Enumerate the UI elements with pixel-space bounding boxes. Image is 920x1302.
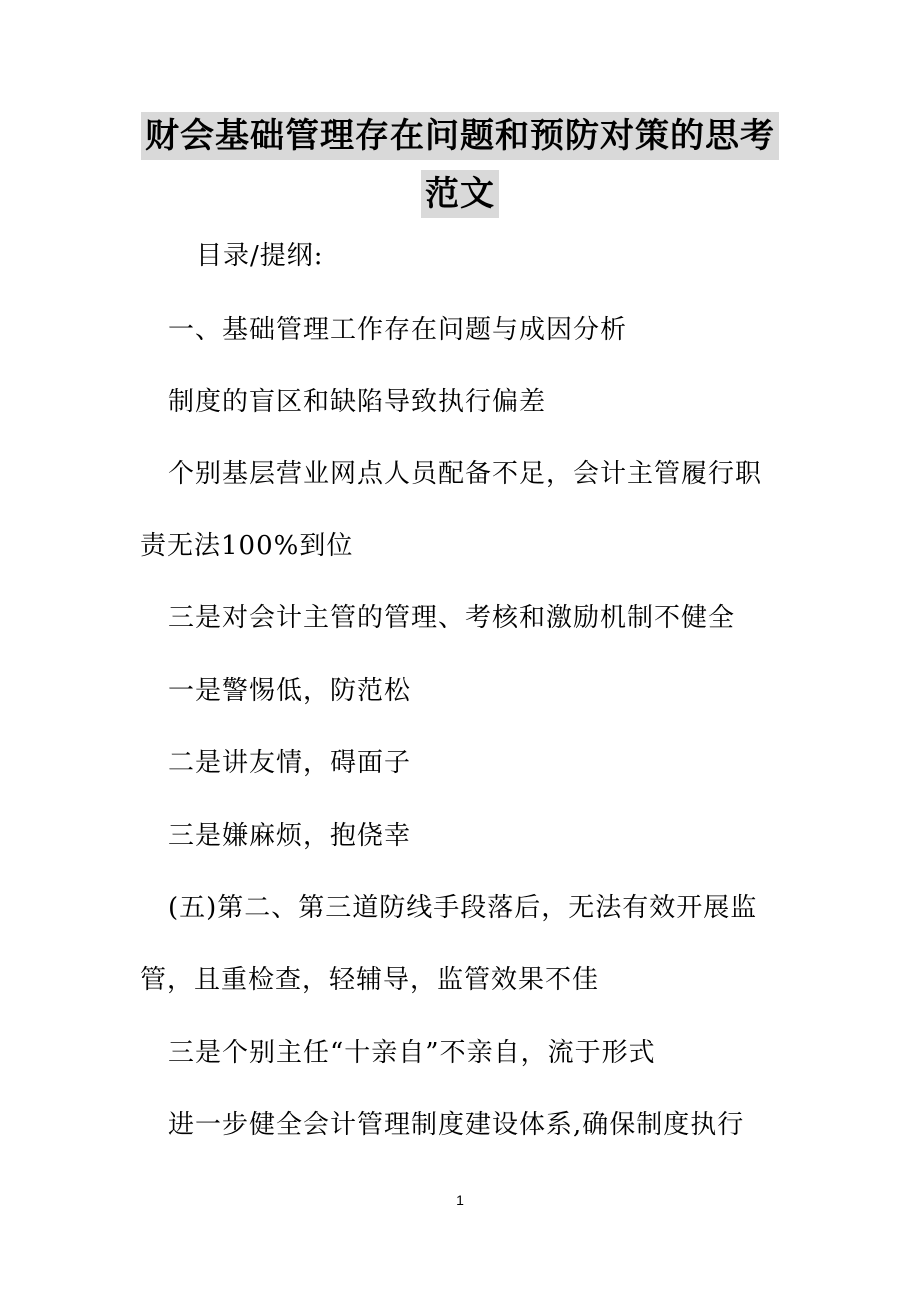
- title-line-1: 财会基础管理存在问题和预防对策的思考: [141, 112, 779, 160]
- paragraph-line: 管，且重检查，轻辅导，监管效果不佳: [140, 965, 600, 995]
- paragraph-line: 制度的盲区和缺陷导致执行偏差: [168, 387, 547, 417]
- paragraph-line: 二是讲友情，碍面子: [168, 748, 412, 778]
- paragraph-line: 进一步健全会计管理制度建设体系,确保制度执行: [168, 1110, 745, 1140]
- paragraph-line: 三是嫌麻烦，抱侥幸: [168, 821, 412, 851]
- page-number: 1: [456, 1192, 464, 1208]
- paragraph-line: 个别基层营业网点人员配备不足，会计主管履行职: [168, 459, 763, 489]
- toc-label: 目录/提纲:: [196, 241, 324, 271]
- paragraph-line: 责无法100%到位: [140, 531, 354, 561]
- section-heading-1: 一、基础管理工作存在问题与成因分析: [168, 315, 628, 345]
- title-line-2: 范文: [421, 170, 499, 218]
- paragraph-line: 三是对会计主管的管理、考核和激励机制不健全: [168, 603, 736, 633]
- paragraph-line: (五)第二、第三道防线手段落后，无法有效开展监: [168, 893, 758, 923]
- paragraph-line: 一是警惕低，防范松: [168, 676, 412, 706]
- document-title: [0, 112, 920, 218]
- paragraph-line: 三是个别主任“十亲自”不亲自，流于形式: [168, 1038, 656, 1068]
